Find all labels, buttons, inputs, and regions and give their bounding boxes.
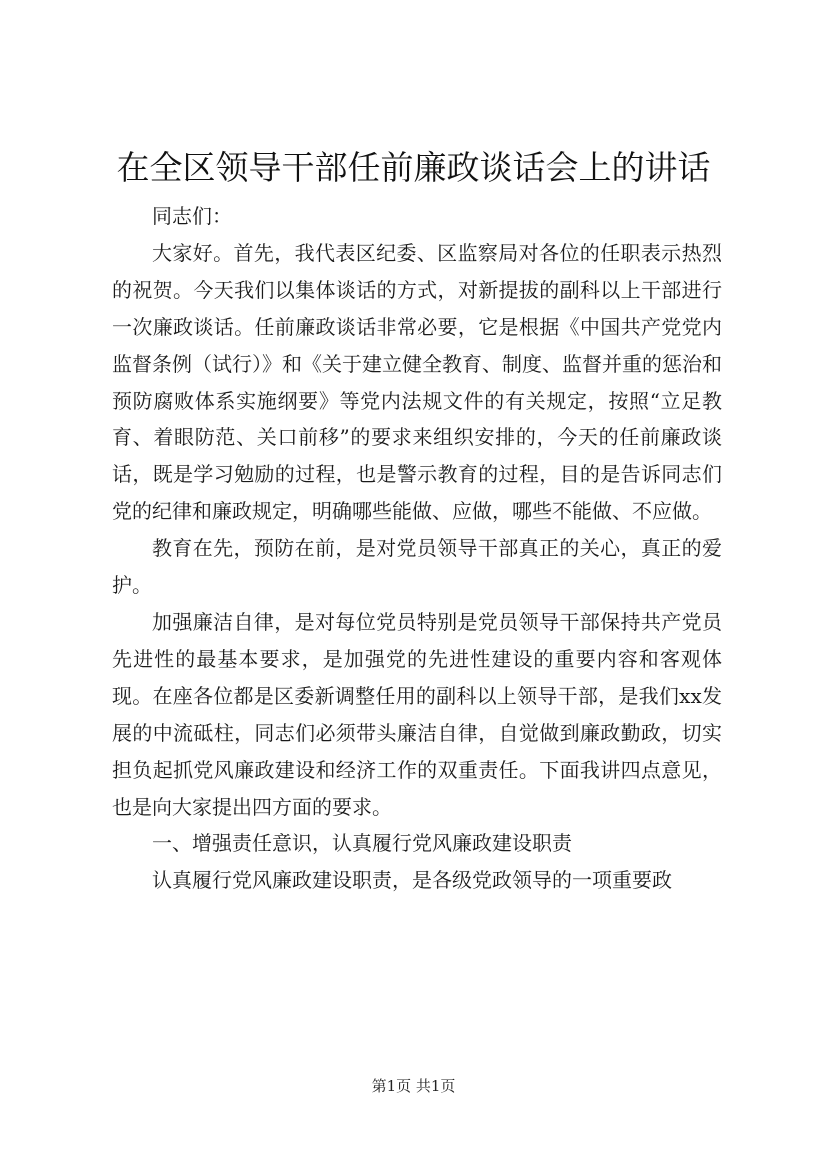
- document-body: [112, 198, 722, 899]
- body-paragraph: 加强廉洁自律，是对每位党员特别是党员领导干部保持共产党员先进性的最基本要求，是加强党的先进性建设的重要内容和客观体现。在座各位都是区委新调整任用的副科以上领导干部，是我们xx发展的中流砥柱，同志们必须带头廉洁自律，自觉做到廉政勤政，切实担负起抓党风廉政建设和经济工作的双重责任。下面我讲四点意见，也是向大家提出四方面的要求。: [112, 609, 722, 819]
- body-paragraph: 大家好。首先，我代表区纪委、区监察局对各位的任职表示热烈的祝贺。今天我们以集体谈话的方式，对新提拔的副科以上干部进行一次廉政谈话。任前廉政谈话非常必要，它是根据《中国共产党党内监督条例（试行）》和《关于建立健全教育、制度、监督并重的惩治和预防腐败体系实施纲要》等党内法规文件的有关规定，按照“立足教育、着眼防范、关口前移”的要求来组织安排的，今天的任前廉政谈话，既是学习勉励的过程，也是警示教育的过程，目的是告诉同志们党的纪律和廉政规定，明确哪些能做、应做，哪些不能做、不应做。: [112, 240, 722, 524]
- salutation-paragraph: 同志们：: [152, 204, 232, 228]
- body-paragraph: 教育在先，预防在前，是对党员领导干部真正的关心，真正的爱护。: [112, 536, 722, 598]
- body-paragraph: 认真履行党风廉政建设职责，是各级党政领导的一项重要政: [152, 868, 672, 893]
- section-heading: 一、增强责任意识，认真履行党风廉政建设职责: [152, 831, 572, 856]
- page-number-footer: 第1页 共1页: [371, 1077, 456, 1095]
- document-title: 在全区领导干部任前廉政谈话会上的讲话: [116, 148, 711, 187]
